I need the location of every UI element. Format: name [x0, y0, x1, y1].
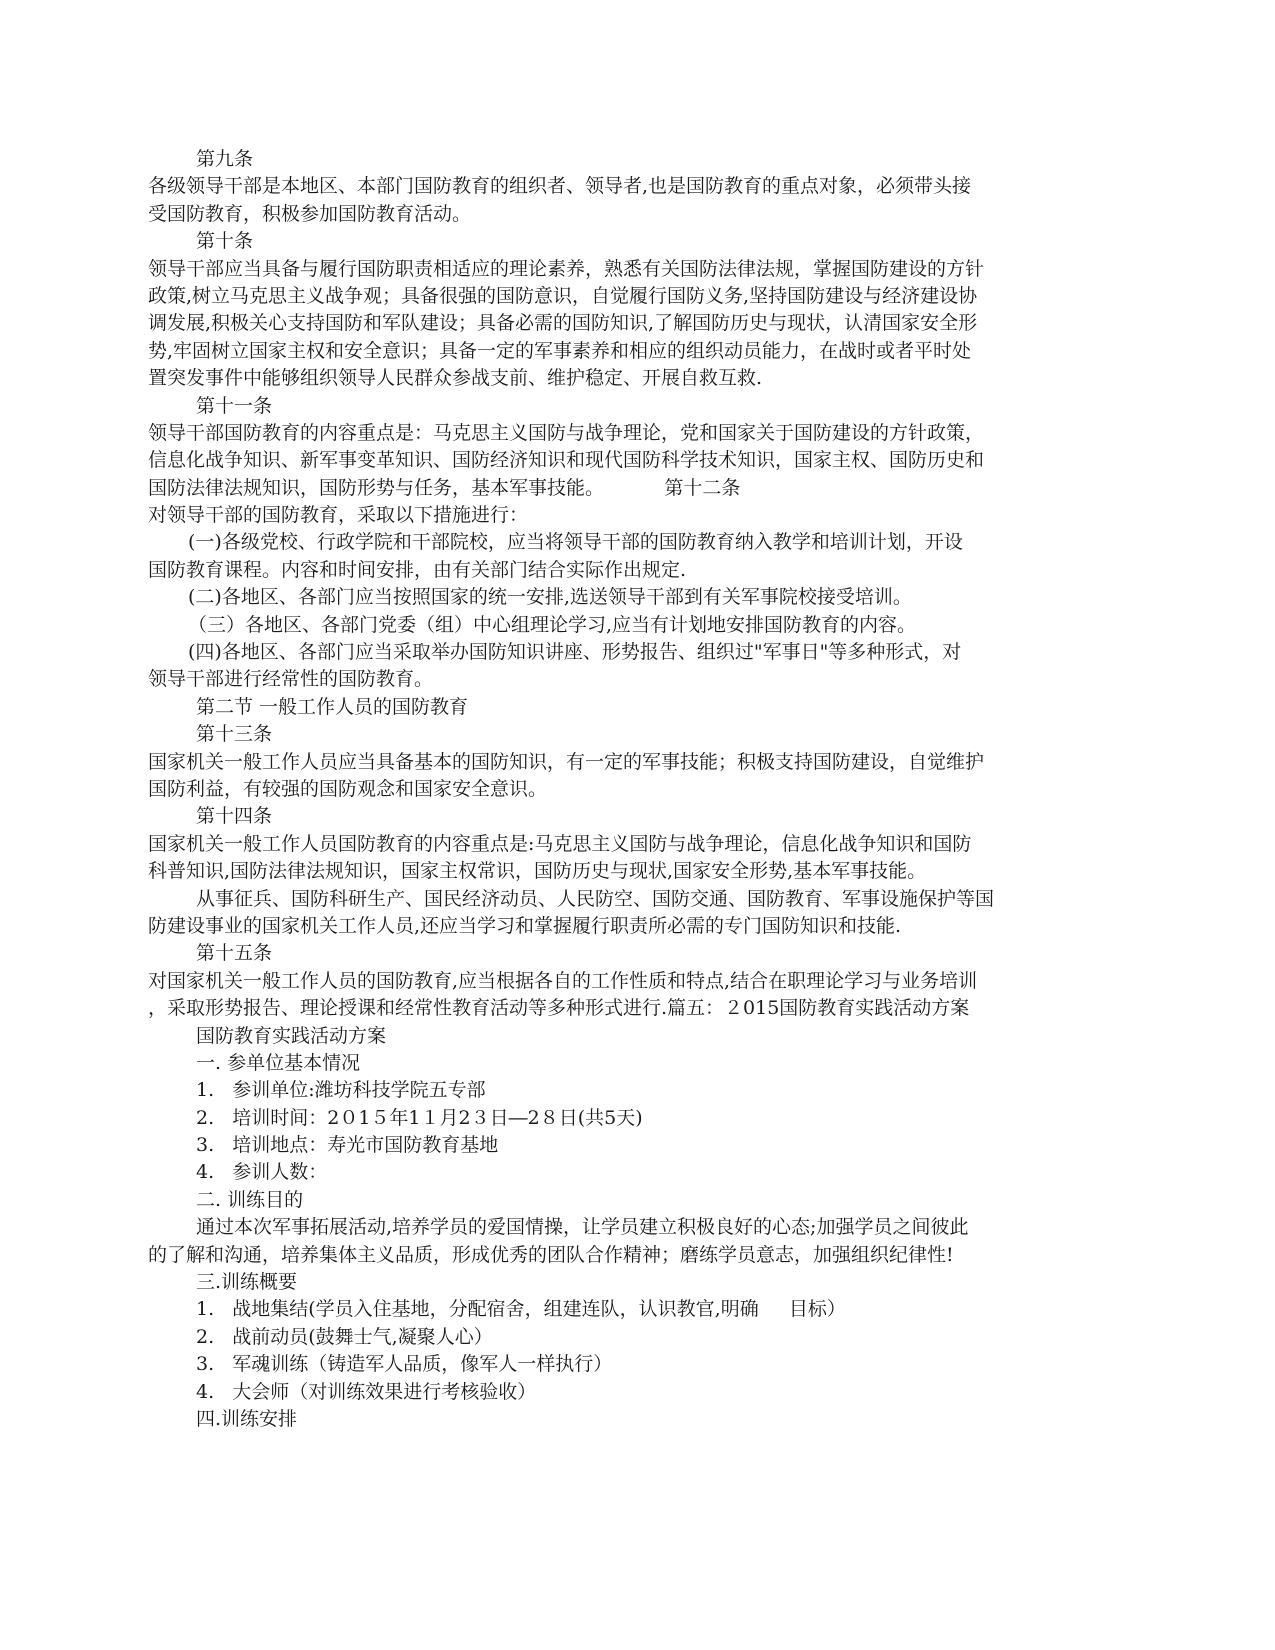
paragraph-line: 领导干部应当具备与履行国防职责相适应的理论素养，熟悉有关国防法律法规，掌握国防建设的方针: [148, 257, 985, 280]
section-heading: 第二节 一般工作人员的国防教育: [196, 695, 469, 718]
paragraph-line: 从事征兵、国防科研生产、国民经济动员、人民防空、国防交通、国防教育、军事设施保护等国: [196, 887, 995, 910]
plan-title: 国防教育实践活动方案: [196, 1024, 387, 1047]
paragraph-line: 领导干部进行经常性的国防教育。: [148, 668, 434, 691]
list-item: (四)各地区、各部门应当采取举办国防知识讲座、形势报告、组织过"军事日"等多种形式，对: [188, 641, 962, 664]
list-item: （三）各地区、各部门党委（组）中心组理论学习,应当有计划地安排国防教育的内容。: [188, 613, 917, 636]
list-item: (一)各级党校、行政学院和干部院校，应当将领导干部的国防教育纳入教学和培训计划，开设: [188, 531, 963, 554]
paragraph-line: 国防教育课程。内容和时间安排，由有关部门结合实际作出规定.: [148, 558, 687, 581]
paragraph-line: 对国家机关一般工作人员的国防教育,应当根据各自的工作性质和特点,结合在职理论学习与业务培训: [148, 969, 978, 992]
list-item: 3. 培训地点：寿光市国防教育基地: [196, 1134, 499, 1157]
paragraph-line: 国防利益，有较强的国防观念和国家安全意识。: [148, 777, 548, 800]
paragraph-line: 通过本次军事拓展活动,培养学员的爱国情操，让学员建立积极良好的心态;加强学员之间彼此: [196, 1216, 969, 1239]
paragraph-line: 防建设事业的国家机关工作人员,还应当学习和掌握履行职责所必需的专门国防知识和技能.: [148, 914, 902, 937]
paragraph-line: 科普知识,国防法律法规知识，国家主权常识，国防历史与现状,国家安全形势,基本军事技能。: [148, 860, 927, 883]
paragraph-line: ，采取形势报告、理论授课和经常性教育活动等多种形式进行.篇五：２015国防教育实践活动方案: [148, 997, 970, 1020]
article-heading: 第九条: [196, 148, 254, 170]
document-page: [148, 146, 1128, 1433]
paragraph-line: 势,牢固树立国家主权和安全意识；具备一定的军事素养和相应的组织动员能力，在战时或者平时处: [148, 339, 972, 362]
list-item: 1. 参训单位:潍坊科技学院五专部: [196, 1079, 486, 1102]
section-heading: 一. 参单位基本情况: [196, 1051, 361, 1074]
paragraph-line: 国家机关一般工作人员国防教育的内容重点是:马克思主义国防与战争理论，信息化战争知识和国防: [148, 832, 972, 855]
paragraph-line: 的了解和沟通，培养集体主义品质，形成优秀的团队合作精神；磨练学员意志，加强组织纪律性!: [148, 1243, 954, 1266]
section-heading: 三.训练概要: [196, 1271, 298, 1294]
paragraph-line: 信息化战争知识、新军事变革知识、国防经济知识和现代国防科学技术知识，国家主权、国防历史和: [148, 449, 985, 472]
article-heading: 第十五条: [196, 942, 273, 965]
list-item: (二)各地区、各部门应当按照国家的统一安排,选送领导干部到有关军事院校接受培训。: [188, 586, 912, 609]
article-heading: 第十三条: [196, 723, 273, 746]
paragraph-line: 各级领导干部是本地区、本部门国防教育的组织者、领导者,也是国防教育的重点对象，必须带头接: [148, 175, 972, 198]
paragraph-line: 对领导干部的国防教育，采取以下措施进行：: [148, 504, 529, 527]
paragraph-line: 调发展,积极关心支持国防和军队建设；具备必需的国防知识,了解国防历史与现状，认清国家安全形: [148, 312, 978, 335]
list-item: 4. 大会师（对训练效果进行考核验收）: [196, 1380, 537, 1403]
article-heading: 第十一条: [196, 394, 273, 417]
paragraph-line: 国防法律法规知识，国防形势与任务，基本军事技能。 第十二条: [148, 476, 741, 499]
list-item: 2. 培训时间：2０1５年1１月2３日―2８日(共5天): [196, 1106, 643, 1129]
section-heading: 四.训练安排: [196, 1407, 298, 1430]
paragraph-line: 置突发事件中能够组织领导人民群众参战支前、维护稳定、开展自救互救.: [148, 367, 763, 390]
list-item: 3. 军魂训练（铸造军人品质，像军人一样执行）: [196, 1353, 613, 1376]
article-heading: 第十四条: [196, 805, 273, 828]
paragraph-line: 国家机关一般工作人员应当具备基本的国防知识，有一定的军事技能；积极支持国防建设，自觉维护: [148, 750, 985, 773]
paragraph-line: 领导干部国防教育的内容重点是：马克思主义国防与战争理论，党和国家关于国防建设的方针政策，: [148, 421, 985, 444]
paragraph-line: 政策,树立马克思主义战争观；具备很强的国防意识，自觉履行国防义务,坚持国防建设与经济建设协: [148, 284, 978, 307]
article-heading: 第十条: [196, 230, 254, 253]
list-item: 4. 参训人数：: [196, 1161, 328, 1184]
paragraph-line: 受国防教育，积极参加国防教育活动。: [148, 202, 472, 225]
list-item: 2. 战前动员(鼓舞士气,凝聚人心）: [196, 1325, 493, 1348]
list-item: 1. 战地集结(学员入住基地，分配宿舍，组建连队，认识教官,明确 目标）: [196, 1298, 846, 1321]
section-heading: 二. 训练目的: [196, 1188, 304, 1211]
